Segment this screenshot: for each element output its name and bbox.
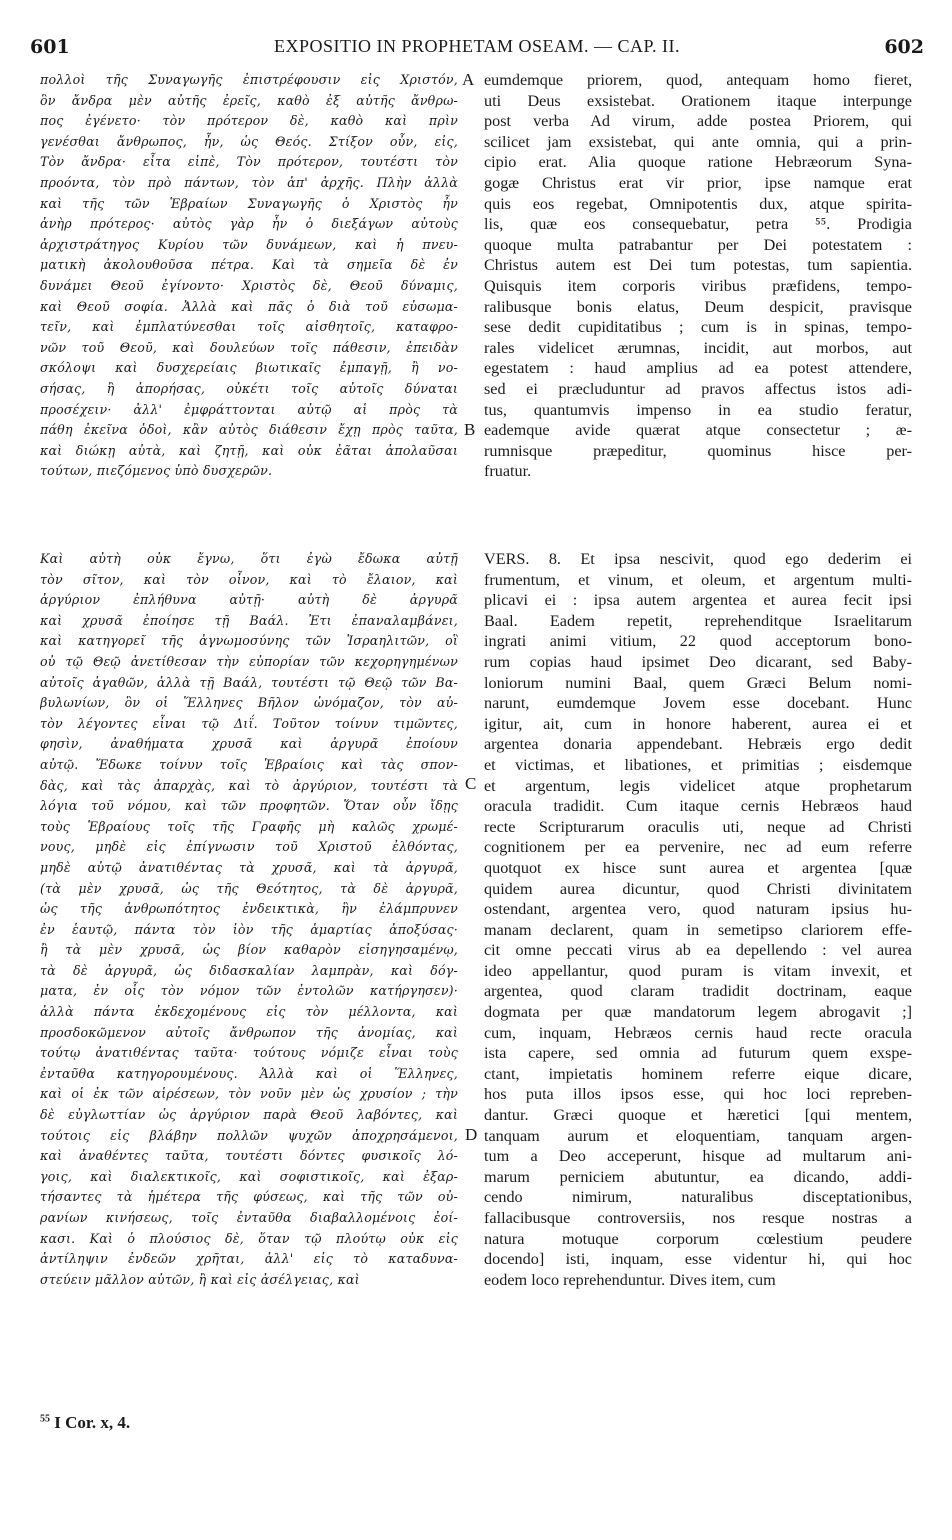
latin-column-bottom [484, 549, 912, 1290]
greek-text-line: κασι. Καὶ ὁ πλούσιος δὲ, ὅταν τῷ πλούτῳ οὐκ εἰς [40, 1230, 458, 1246]
greek-text-line: γενέσθαι ἄνθρωπος, ἦν, ὡς Θεός. Στίξον οὖν, εἰς, [40, 133, 458, 149]
greek-text-line: πολλοὶ τῆς Συναγωγῆς ἐπιστρέφουσιν εἰς Χριστόν, [40, 72, 458, 87]
margin-marker-d: D [465, 1125, 478, 1144]
latin-column-top [484, 70, 912, 482]
latin-text-line: Quisquis item corporis viribus præfidens, tempo- [484, 276, 912, 295]
latin-text-line: cipio erat. Alia quoque ratione Hebræorum Syna- [484, 153, 912, 172]
greek-column-top [40, 70, 458, 482]
latin-text-line: tum a Deo acceperunt, hisque ad multarum ani- [484, 1147, 912, 1166]
latin-text-line: recte Scripturarum oraculis uti, neque ad Christi [484, 817, 912, 836]
latin-text-line: argentea, quod claram tradidit doctrinam, eaque [484, 982, 912, 1001]
latin-text-line: tanquam aurum et eloquentiam, tanquam argen- [484, 1126, 912, 1145]
footnote [40, 1413, 130, 1433]
greek-text-line: αὐτῷ. Ἔδωκε τοίνυν τοῖς Ἑβραίοις καὶ τὰς σπον- [40, 756, 458, 772]
latin-text-line: et argentum, legis videlicet atque prophetarum [484, 776, 912, 795]
latin-text-line: ralibusque bonis elatus, Deum despicit, pravisque [484, 297, 912, 316]
greek-text-line: ἀντίληψιν ἐνδεῶν χρῆται, ἀλλ' εἰς τὸ καταδυνα- [40, 1251, 458, 1267]
latin-text-line: tus, quantumvis impenso in ea studio feratur, [484, 400, 912, 419]
greek-text-line: ἢ τὰ μὲν χρυσᾶ, ὡς βίον καθαρὸν εἰσηγησαμένῳ, [40, 942, 458, 958]
greek-text-line: πος ἐγένετο· τὸν πρότερον δὲ, καθὸ καὶ πρὶν [40, 113, 458, 129]
greek-column-bottom [40, 549, 458, 1290]
greek-text-line: ἀλλὰ πάντα ἐκδεχομένους εἰς τὸν μέλλοντα, καὶ [40, 1004, 458, 1020]
greek-text-line: ἀρχιστράτηγος Κυρίου τῶν δυνάμεων, καὶ ἡ πνευ- [40, 236, 458, 252]
greek-text-line: τὸν λέγοντες εἶναι τῷ Διΐ. Τοῦτον τοίνυν τιμῶντες, [40, 715, 458, 731]
greek-text-line: τήσαντες τὰ ἡμέτερα τῆς φύσεως, καὶ τῆς τῶν οὐ- [40, 1189, 458, 1205]
greek-text-line: τούτων, πιεζόμενος ὑπὸ δυσχερῶν. [40, 463, 273, 479]
latin-text-line: fruatur. [484, 462, 532, 481]
latin-text-line: cendo nimirum, naturalibus disceptationibus, [484, 1188, 912, 1207]
greek-text-line: δυνάμει Θεοῦ ἐγίνοντο· Χριστὸς δὲ, Θεοῦ δύναμις, [40, 277, 458, 293]
latin-text-line: Baal. Eadem repetit, reprehenditque Israelitarum [484, 611, 912, 630]
greek-text-line: γοις, καὶ διαλεκτικοῖς, καὶ σοφιστικοῖς, καὶ ἐξαρ- [40, 1168, 458, 1184]
latin-text-line: frumentum, et vinum, et oleum, et argentum multi- [484, 570, 912, 589]
greek-text-line: σκόλοψι καὶ δυσχερείαις βιωτικαῖς ἐμπαγῇ, ἢ νο- [40, 360, 458, 376]
greek-text-line: νους, μηδὲ εἰς ἐπίγνωσιν τοῦ Χριστοῦ ἐλθόντας, [40, 839, 458, 855]
greek-text-line: ἐνταῦθα κατηγορουμένους. Ἀλλὰ καὶ οἱ Ἕλληνες, [40, 1065, 458, 1081]
latin-text-line: eodem loco reprehenduntur. Dives item, cum [484, 1270, 776, 1289]
latin-text-line: lis, quæ eos consequebatur, petra ⁵⁵. Prodigia [484, 215, 912, 234]
latin-text-line: ostendant, argentea vero, quod naturam ipsius hu- [484, 900, 912, 919]
running-title: EXPOSITIO IN PROPHETAM OSEAM. — CAP. II. [273, 36, 681, 56]
greek-text-line: πάθη ἐκεῖνα ὁδοὶ, κἂν αὐτὸς διάθεσιν ἔχῃ πρὸς ταῦτα, [40, 422, 458, 438]
latin-text-line: dantur. Græci quoque et hæretici [qui mentem, [484, 1106, 912, 1125]
latin-text-line: plicavi ei : ipsa autem argentea et aurea fecit ipsi [484, 591, 912, 610]
greek-text-line: καὶ τῆς τῶν Ἑβραίων Συναγωγῆς ὁ Χριστὸς ἦν [40, 195, 458, 211]
greek-text-line: τούτοις εἰς βλάβην πολλῶν ψυχῶν ἀποχρησάμενοι, [40, 1127, 458, 1143]
latin-text-line: ideo appellantur, quod puram is vitam invexit, et [484, 961, 912, 980]
latin-text-line: sed ei præcluduntur ad pravos affectus istos adi- [484, 379, 912, 398]
latin-text-line: uti Deus exsistebat. Orationem itaque interpunge [484, 91, 912, 110]
latin-text-line: rum copias haud ipsimet Deo dicarant, sed Baby- [484, 652, 912, 671]
greek-text-line: καὶ διώκῃ αὐτὰ, καὶ ζητῇ, καὶ οὐκ ἐᾶται ἀπολαῦσαι [40, 442, 458, 458]
greek-text-line: τούτῳ ἀνατιθέντας ταῦτα· τούτους νόμιζε εἶναι τοὺς [40, 1045, 458, 1061]
greek-text-line: φησὶν, ἀναθήματα χρυσᾶ καὶ ἀργυρᾶ ἐποίουν [40, 736, 458, 752]
page-number-left: 601 [30, 36, 70, 58]
greek-text-line: ρανίων κινήσεως, τοῖς ἐνταῦθα διαβαλλομένοις ἐοί- [40, 1210, 458, 1225]
greek-text-line: δὰς, καὶ τὰς ἀπαρχὰς, καὶ τὸ ἀργύριον, τουτέστι τὰ [40, 777, 458, 793]
greek-text-line: τοὺς Ἑβραίους τοῖς τῆς Γραφῆς μὴ καλῶς χρωμέ- [40, 818, 458, 834]
latin-text-line: cognitionem per ea pervenire, nec ad eum referre [484, 838, 912, 857]
greek-text-line: μηδὲ αὐτῷ ἀνατιθέντας τὰ χρυσᾶ, καὶ τὰ ἀργυρᾶ, [40, 859, 458, 875]
latin-text-line: rumnisque præpeditur, quominus hisce per- [484, 441, 912, 460]
page-number-right: 602 [884, 36, 924, 58]
latin-text-line: quoque multa patrabantur per Dei potestatem : [484, 235, 912, 254]
latin-text-line: natura motuque corporum cœlestium peudere [484, 1229, 912, 1248]
latin-text-line: manam declarent, quam in semetipso clariorem effe- [484, 920, 912, 939]
latin-text-line: igitur, ait, cum in honore haberent, aurea ei et [484, 714, 912, 733]
latin-text-line: gogæ Christus erat vir prior, ipse namque erat [484, 173, 912, 192]
latin-text-line: VERS. 8. Et ipsa nescivit, quod ego dederim ei [484, 550, 912, 568]
latin-text-line: dogmata per quæ mandatorum legem abrogavit ;] [484, 1003, 912, 1022]
greek-text-line: καὶ ἀναθέντες ταῦτα, τουτέστι δόντες φυσικοῖς λό- [40, 1148, 458, 1164]
greek-text-line: ὃν ἄνδρα μὲν αὐτῆς ἐρεῖς, καθὸ ἐξ αὐτῆς ἄνθρω- [40, 92, 458, 108]
greek-text-line: ματα, ἐν οἷς τὸν νόμον τῶν ἐντολῶν κατήργησεν)· [40, 983, 458, 999]
latin-text-line: ctant, impietatis hominem referre eique dicare, [484, 1064, 912, 1083]
footnote-text: I Cor. x, 4. [54, 1413, 131, 1432]
greek-text-line: νῶν τοῦ Θεοῦ, καὶ δουλεύων τοῖς πάθεσιν, ἐπειδὰν [40, 339, 458, 355]
greek-text-line: λόγια τοῦ νόμου, καὶ τῶν προφητῶν. Ὅταν οὖν ἴδῃς [40, 798, 458, 814]
margin-marker-b: B [464, 420, 476, 439]
page-header [30, 36, 924, 62]
greek-text-line: ὡς τῆς ἀνθρωπότητος ἐνδεικτικὰ, ἣν ἐλάμπρυνεν [40, 901, 458, 917]
latin-text-line: ista capere, sed omnia ad futurum quem exspe- [484, 1044, 912, 1063]
latin-text-line: rales videlicet ærumnas, incidit, aut morbos, aut [484, 338, 912, 357]
margin-marker-a: A [462, 70, 475, 89]
greek-text-line: ἐν ἑαυτῷ, πάντα τὸν ἰὸν τῆς ἁμαρτίας ἀποξύσας· [40, 921, 458, 937]
greek-text-line: τεῖν, καὶ ἐμπλατύνεσθαι τοῖς αἰσθητοῖς, καταφρο- [40, 319, 458, 335]
latin-text-line: cum, inquam, Hebræos cernis haud recte oracula [484, 1023, 912, 1042]
latin-text-line: narunt, eumdemque Jovem esse docebant. Hunc [484, 694, 912, 713]
latin-text-line: argentea donaria appendebant. Hebræis ergo dedit [484, 735, 912, 754]
greek-text-line: ἀργύριον ἐπλήθυνα αὐτῇ· αὐτὴ δὲ ἀργυρᾶ [40, 592, 458, 608]
latin-text-line: Christus autem est Dei tum potestas, tum sapientia. [484, 256, 912, 275]
latin-text-line: egestatem : haud amplius ad ea potest attendere, [484, 359, 912, 378]
latin-text-line: quidem aurea dicuntur, quod Christi divinitatem [484, 879, 912, 898]
latin-text-line: cit omne peccati virus ab ea depellendo : vel aurea [484, 941, 912, 960]
latin-text-line: quis eos regebat, Omnipotentis dux, atque spirita- [484, 194, 912, 213]
margin-marker-c: C [465, 774, 477, 793]
latin-text-line: marum perniciem abutuntur, ea dicando, addi- [484, 1167, 912, 1186]
latin-text-line: eumdemque priorem, quod, antequam homo fieret, [484, 71, 912, 89]
greek-text-line: Τὸν ἄνδρα· εἶτα εἰπὲ, Τὸν πρότερον, τουτέστι τὸν [40, 154, 458, 170]
greek-text-line: Καὶ αὐτὴ οὐκ ἔγνω, ὅτι ἐγὼ ἔδωκα αὐτῇ [40, 551, 458, 566]
greek-text-line: προσδοκῶμενον αὐτοῖς ἄνθρωπον τῆς ἀνομίας, καὶ [40, 1024, 458, 1040]
greek-text-line: σήσας, ἢ ἀπορήσας, οὐκέτι τοῖς αὐτοῖς δύναται [40, 380, 458, 396]
latin-text-line: scilicet jam exsistebat, qui ante omnia, qui a prin- [484, 132, 912, 151]
latin-text-line: post verba Ad virum, adde postea Priorem, qui [484, 112, 912, 131]
latin-text-line: loniorum numini Baal, quem Græci Belum nomi- [484, 673, 912, 692]
latin-text-line: hos puta illos ipsos esse, qui hoc loci repreben- [484, 1085, 912, 1104]
footnote-number: 55 [40, 1413, 50, 1425]
latin-text-line: et victimas, et libationes, et primitias ; eisdemque [484, 755, 912, 774]
latin-text-line: eademque avide quærat atque consectetur ; æ- [484, 421, 912, 440]
greek-text-line: προόντα, τὸν πρὸ πάντων, τὸν ἀπ' ἀρχῆς. Πλὴν ἀλλὰ [40, 174, 458, 190]
latin-text-line: docendo] isti, inquam, esse videntur hi, qui hoc [484, 1250, 912, 1269]
greek-text-line: καὶ κατηγορεῖ τῆς ἀγνωμοσύνης τῶν Ἰσραηλιτῶν, οἳ [40, 633, 458, 649]
greek-text-line: καὶ χρυσᾶ ἐποίησε τῇ Βαάλ. Ἐτι ἐπαναλαμβάνει, [40, 612, 458, 628]
greek-text-line: αὐτοῖς ἀγαθῶν, ἀλλὰ τῇ Βαάλ, τουτέστι τῷ Θεῷ τῶν Βα- [40, 674, 458, 690]
greek-text-line: τὸν σῖτον, καὶ τὸν οἶνον, καὶ τὸ ἔλαιον, καὶ [40, 571, 458, 587]
greek-text-line: (τὰ μὲν χρυσᾶ, ὡς τῆς Θεότητος, τὰ δὲ ἀργυρᾶ, [40, 880, 458, 896]
greek-text-line: τὰ δὲ ἀργυρᾶ, ὡς διδασκαλίαν λαμπρὰν, καὶ δόγ- [40, 962, 458, 978]
latin-text-line: ingrati animi vitium, 22 quod acceptorum bono- [484, 632, 912, 651]
greek-text-line: καὶ οἱ ἐκ τῶν αἱρέσεων, τὸν νοῦν μὲν ὡς χρυσίον ; τὴν [40, 1086, 458, 1102]
greek-text-line: βυλωνίων, ὃν οἱ Ἕλληνες Βῆλον ὠνόμαζον, τὸν αὐ- [40, 695, 458, 711]
latin-text-line: sese dedit cupiditatibus ; cum is in spinas, tempo- [484, 318, 912, 337]
greek-text-line: ἀνὴρ πρότερος· αὐτὸς γὰρ ἦν ὁ διεξάγων αὐτοὺς [40, 216, 458, 232]
greek-text-line: στεύειν μᾶλλον αὐτῶν, ἢ καὶ εἰς ἀσέλγειας, καὶ [40, 1271, 360, 1287]
greek-text-line: προσέχειν· ἀλλ' ἐμφράττονται αὐτῷ αἱ πρὸς τὰ [40, 401, 458, 417]
greek-text-line: καὶ Θεοῦ σοφία. Ἀλλὰ καὶ πᾶς ὁ διὰ τοῦ εὐσωμα- [40, 298, 458, 314]
greek-text-line: οὐ τῷ Θεῷ ἀνετίθεσαν τὴν εὐπορίαν τῶν κεχορηγημένων [40, 653, 458, 669]
latin-text-line: fallacibusque controversiis, nos resque nostras a [484, 1209, 912, 1227]
latin-text-line: quotquot ex hisce sunt aurea et argentea [quæ [484, 858, 912, 877]
greek-text-line: δὲ εὐγλωττίαν ὡς ἀργύριον παρὰ Θεοῦ λαβόντες, καὶ [40, 1107, 458, 1123]
latin-text-line: oracula tradidit. Cum itaque cernis Hebræos haud [484, 797, 912, 816]
greek-text-line: ματικὴ ἀκολουθοῦσα πέτρα. Καὶ τὰ σημεῖα δὲ ἐν [40, 257, 458, 273]
